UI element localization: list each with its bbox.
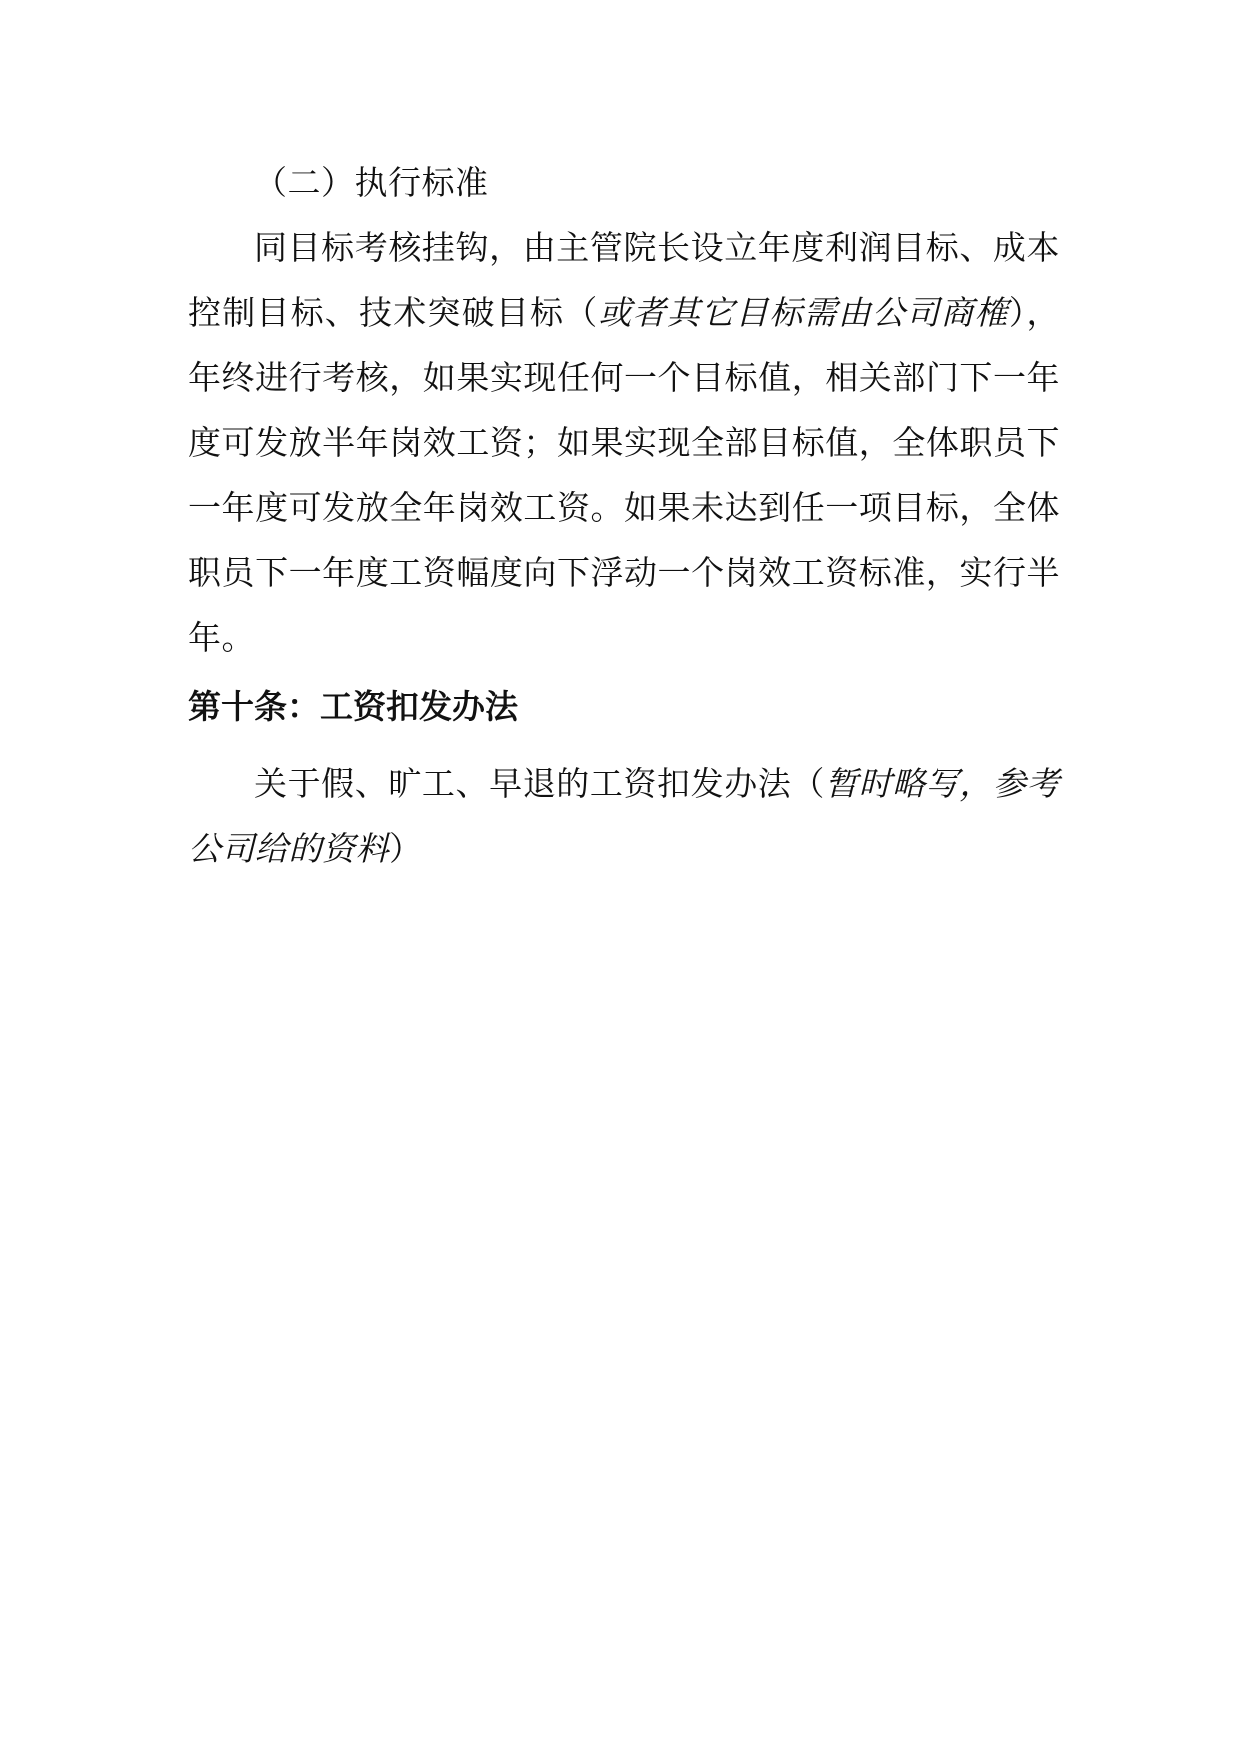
paragraph-italic-note: 或者其它目标需由公司商榷 bbox=[598, 293, 1009, 332]
paragraph-italic-note: 暂时略写，参考公司给的资料 bbox=[188, 764, 1061, 868]
body-paragraph-deduction bbox=[188, 751, 1060, 881]
article-heading: 第十条：工资扣发办法 bbox=[188, 687, 518, 726]
document-page bbox=[188, 150, 1060, 881]
paragraph-text: 关于假、旷工、早退的工资扣发办法（ bbox=[254, 764, 825, 803]
paragraph-text: ），年终进行考核，如果实现任何一个目标值，相关部门下一年度可发放半年岗效工资；如果实现全部目标值，全体职员下一年度可发放全年岗效工资。如果未达到任一项目标，全体职员下一年度工资幅度向下浮动一个岗效工资标准，实行半年。 bbox=[188, 293, 1061, 657]
subsection-title: （二）执行标准 bbox=[254, 163, 489, 202]
paragraph-text: 同目标考核挂钩，由主管院长设立年度利润目标、成本控制目标、技术突破目标（ bbox=[188, 228, 1060, 332]
paragraph-text: ） bbox=[389, 829, 423, 868]
body-paragraph-execution-standard bbox=[188, 215, 1060, 670]
